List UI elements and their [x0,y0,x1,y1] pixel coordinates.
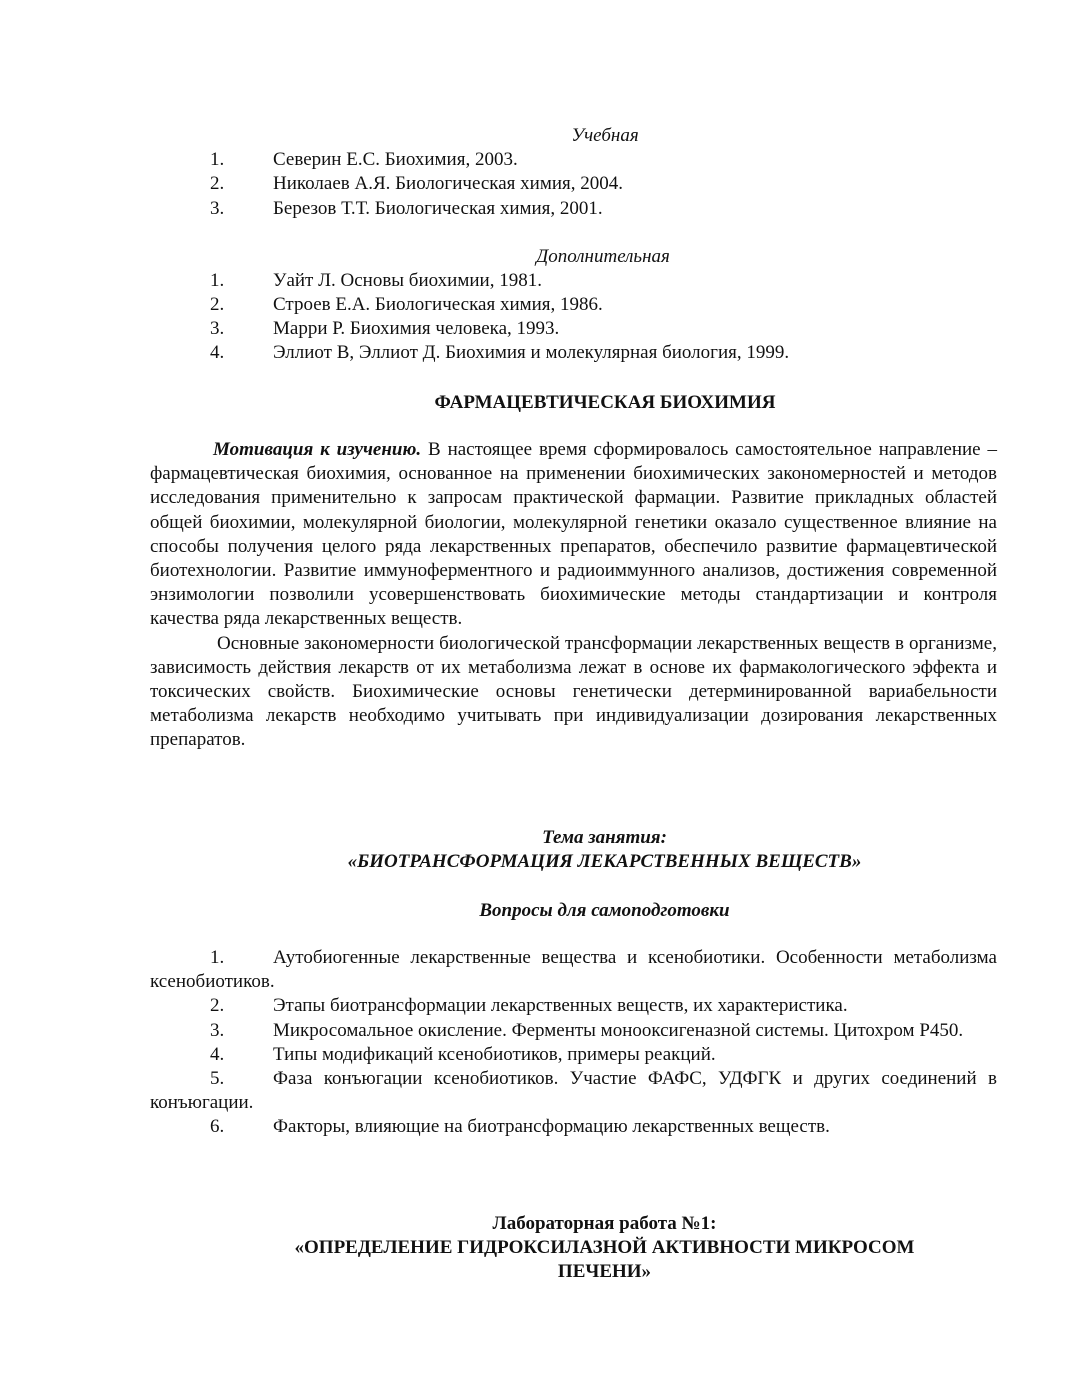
ref-text: Березов Т.Т. Биологическая химия, 2001. [273,198,603,219]
questions-list [150,946,997,1140]
question-item [150,1043,997,1067]
lab-label: Лабораторная работа №1: [492,1213,717,1234]
ref-number: 2. [210,173,225,194]
lab-title-line2: ПЕЧЕНИ» [557,1261,652,1282]
ref-number: 3. [210,198,225,219]
motivation-lead: Мотивация к изучению. [213,439,422,460]
section-title: ФАРМАЦЕВТИЧЕСКАЯ БИОХИМИЯ [434,392,776,413]
refs-extra-item [150,341,1010,365]
question-number: 6. [210,1116,225,1138]
motivation-paragraph [150,438,997,632]
ref-number: 3. [210,318,225,339]
ref-number: 2. [210,294,225,315]
refs-main-item [150,148,1010,172]
refs-extra-item [150,269,1010,293]
questions-heading: Вопросы для самоподготовки [479,900,730,921]
topic-title: «БИОТРАНСФОРМАЦИЯ ЛЕКАРСТВЕННЫХ ВЕЩЕСТВ» [347,851,862,872]
question-number: 5. [210,1068,225,1090]
refs-extra-item [150,293,1010,317]
ref-number: 1. [210,149,225,170]
refs-main-heading: Учебная [571,125,639,146]
topic-label: Тема занятия: [542,827,667,848]
question-item [150,1067,997,1115]
ref-text: Строев Е.А. Биологическая химия, 1986. [273,294,603,315]
question-number: 1. [210,947,225,968]
ref-text: Северин Е.С. Биохимия, 2003. [273,149,518,170]
question-text: Типы модификаций ксенобиотиков, примеры реакций. [273,1043,716,1065]
question-text: Этапы биотрансформации лекарственных веществ, их характеристика. [273,995,848,1017]
ref-text: Уайт Л. Основы биохимии, 1981. [273,270,542,291]
refs-extra-heading: Дополнительная [536,246,670,267]
ref-text: Марри Р. Биохимия человека, 1993. [273,318,560,339]
question-number: 2. [210,995,225,1017]
question-number: 4. [210,1043,225,1065]
refs-extra-item [150,317,1010,341]
question-item [150,994,997,1018]
question-number: 3. [210,1019,225,1041]
ref-number: 4. [210,342,225,363]
question-item [150,1115,997,1139]
question-item [150,1019,997,1043]
question-text: Факторы, влияющие на биотрансформацию лекарственных веществ. [273,1116,830,1138]
motivation-text: В настоящее время сформировалось самостоятельное направление – фармацевтическая биохимия, основанное на применении биохимических закономерностей и методов исследования применительно к запросам практической фармации. Развитие прикладных областей общей биохимии, молекулярной биологии, молекулярной генетики оказало существенное влияние на способы получения целого ряда лекарственных препаратов, обеспечило развитие фармацевтической биотехнологии. Развитие иммуноферментного и радиоиммунного анализов, достижения современной энзимологии позволили усовершенствовать биохимические методы стандартизации и контроля качества ряда лекарственных веществ. [150,439,997,630]
refs-main-item [150,197,1010,221]
ref-number: 1. [210,270,225,291]
motivation-section [150,438,997,753]
lab-title-line1: «ОПРЕДЕЛЕНИЕ ГИДРОКСИЛАЗНОЙ АКТИВНОСТИ МИКРОСОМ [294,1237,915,1258]
motivation-paragraph-2: Основные закономерности биологической трансформации лекарственных веществ в организме, зависимость действия лекарств от их метаболизма лежат в основе их фармакологического эффекта и токсических свойств. Биохимические основы генетически детерминированной вариабельности метаболизма лекарств необходимо учитывать при индивидуализации дозирования лекарственных препаратов. [150,632,997,751]
question-text: Аутобиогенные лекарственные вещества и ксенобиотики. Особенности метаболизма ксенобиотиков. [150,947,997,993]
question-text: Микросомальное окисление. Ферменты монооксигеназной системы. Цитохром Р450. [273,1019,964,1041]
ref-text: Эллиот В, Эллиот Д. Биохимия и молекулярная биология, 1999. [273,342,790,363]
question-text: Фаза конъюгации ксенобиотиков. Участие ФАФС, УДФГК и других соединений в конъюгации. [150,1068,997,1114]
ref-text: Николаев А.Я. Биологическая химия, 2004. [273,173,623,194]
refs-main-item [150,172,1010,196]
question-item [150,946,997,994]
